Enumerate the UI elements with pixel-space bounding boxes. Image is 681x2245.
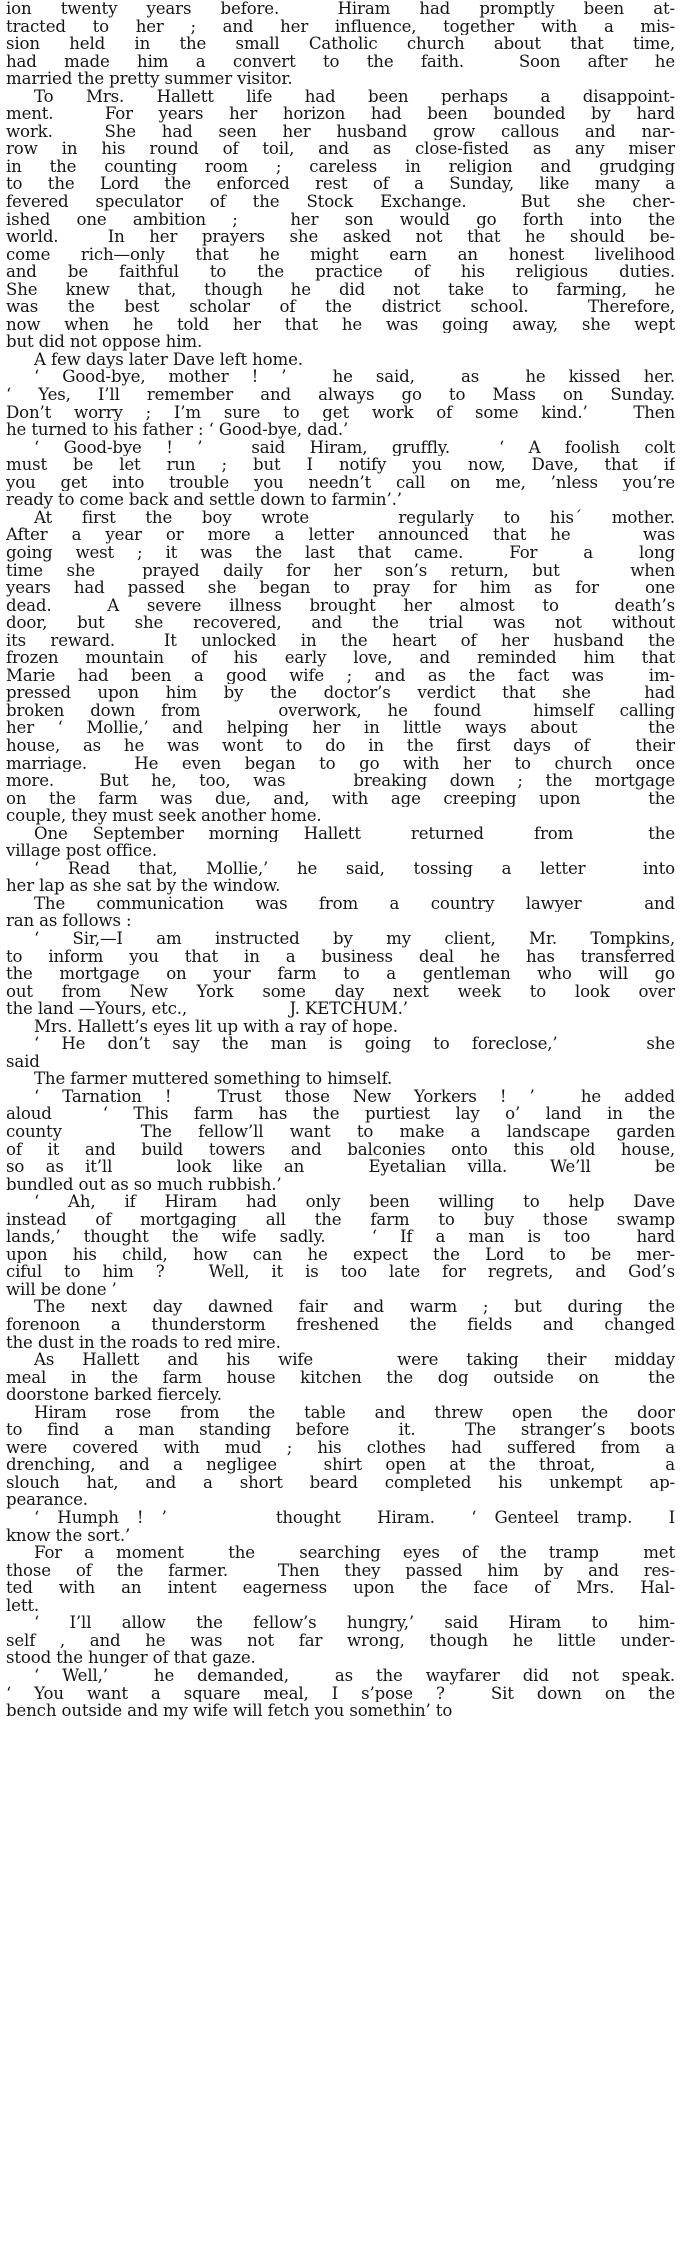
text-line: One September morning Hallett returned from the	[34, 824, 675, 843]
text-line: ‘ Good-bye ! ’ said Hiram, gruffly. ‘ A foolish colt	[34, 438, 675, 457]
text-line: fevered speculator of the Stock Exchange. But she cher-	[6, 193, 675, 211]
text-line: As Hallett and his wife were taking their midday	[34, 1351, 675, 1369]
text-line: you get into trouble you needn’t call on me, ’nless you’re	[6, 473, 675, 492]
text-line: know the sort.’	[6, 1526, 131, 1545]
text-line: work. She had seen her husband grow callous and nar-	[6, 122, 675, 141]
text-line: ready to come back and settle down to farmin’.’	[6, 491, 402, 509]
text-line: her lap as she sat by the window.	[6, 877, 281, 895]
article-paragraph	[6, 1351, 675, 1404]
text-line: the mortgage on your farm to a gentleman who will go	[6, 965, 675, 983]
text-line: The next day dawned fair and warm ; but during the	[34, 1298, 675, 1317]
article-paragraph	[6, 1667, 675, 1720]
text-line: to the Lord the enforced rest of a Sunday, like many a	[6, 175, 675, 194]
text-line: To Mrs. Hallett life had been perhaps a disappoint-	[34, 87, 675, 106]
text-line: ‘ Read that, Mollie,’ he said, tossing a letter into	[34, 859, 675, 878]
text-line: door, but she recovered, and the trial was not without	[6, 614, 675, 632]
text-line: aloud ‘ This farm has the purtiest lay o’ land in the	[6, 1105, 675, 1123]
article-paragraph	[6, 1070, 675, 1088]
text-line: on the farm was due, and, with age creeping upon the	[6, 789, 675, 808]
article-paragraph	[6, 860, 675, 895]
text-line: ‘ Good-bye, mother ! ’ he said, as he kissed her.	[34, 368, 675, 387]
text-line: ion twenty years before. Hiram had promptly been at-	[6, 0, 675, 18]
text-line: ‘ Tarnation ! Trust those New Yorkers ! ’ he added	[34, 1087, 675, 1106]
text-line: the dust in the roads to red mire.	[6, 1333, 281, 1352]
text-line: of it and build towers and balconies onto this old house,	[6, 1140, 675, 1159]
text-line: couple, they must seek another home.	[6, 807, 322, 825]
text-line: going west ; it was the last that came. For a long	[6, 543, 675, 562]
article-paragraph	[6, 368, 675, 438]
text-line: The farmer muttered something to himself.	[34, 1070, 393, 1088]
text-line: was the best scholar of the district school. Therefore,	[6, 298, 675, 316]
text-line: drenching, and a negligee shirt open at the throat, a	[6, 1456, 675, 1474]
text-line: ‘ Humph ! ’ thought Hiram. ‘ Genteel tramp. I	[34, 1509, 675, 1527]
text-line: so as it’ll look like an Eyetalian villa. We’ll be	[6, 1158, 675, 1176]
text-line: time she prayed daily for her son’s return, but when	[6, 561, 675, 580]
text-line: bundled out as so much rubbish.’	[6, 1175, 282, 1194]
article-paragraph	[6, 1193, 675, 1298]
article-paragraph	[6, 895, 675, 930]
text-line: to find a man standing before it. The stranger’s boots	[6, 1421, 675, 1439]
text-line: stood the hunger of that gaze.	[6, 1649, 256, 1667]
article-paragraph	[6, 1544, 675, 1614]
text-line: broken down from overwork, he found himself calling	[6, 701, 675, 720]
text-line: said	[6, 1052, 40, 1071]
text-line: years had passed she began to pray for him as for one	[6, 579, 675, 597]
article-paragraph	[6, 930, 675, 1018]
text-line: her ‘ Mollie,’ and helping her in little ways about the	[6, 719, 675, 737]
text-line: ‘ Sir,—I am instructed by my client, Mr. Tompkins,	[34, 929, 675, 948]
text-line: ment. For years her horizon had been bounded by hard	[6, 105, 675, 123]
text-line: in the counting room ; careless in religion and grudging	[6, 157, 675, 176]
article-paragraph	[6, 0, 675, 88]
text-line: bench outside and my wife will fetch you somethin’ to	[6, 1702, 453, 1720]
text-line: were covered with mud ; his clothes had suffered from a	[6, 1438, 675, 1457]
text-line: doorstone barked fiercely.	[6, 1386, 222, 1404]
text-line: the land —Yours, etc., J. KETCHUM.’	[6, 1000, 408, 1018]
text-line: more. But he, too, was breaking down ; the mortgage	[6, 772, 675, 790]
article-paragraph	[6, 1404, 675, 1509]
text-line: self , and he was not far wrong, though he little under-	[6, 1631, 675, 1650]
text-line: pearance.	[6, 1491, 88, 1510]
article-paragraph	[6, 1018, 675, 1036]
text-line: sion held in the small Catholic church about that time,	[6, 35, 675, 53]
text-line: marriage. He even began to go with her to church once	[6, 754, 675, 773]
text-line: world. In her prayers she asked not that he should be-	[6, 228, 675, 246]
text-line: its reward. It unlocked in the heart of her husband the	[6, 631, 675, 650]
text-line: ‘ I’ll allow the fellow’s hungry,’ said Hiram to him-	[34, 1614, 675, 1632]
text-line: upon his child, how can he expect the Lord to be mer-	[6, 1245, 675, 1264]
text-line: ciful to him ? Well, it is too late for regrets, and God’s	[6, 1263, 675, 1281]
text-line: pressed upon him by the doctor’s verdict that she had	[6, 684, 675, 702]
text-line: ‘ You want a square meal, I s’pose ? Sit down on the	[6, 1684, 675, 1703]
text-line: Hiram rose from the table and threw open the door	[34, 1403, 675, 1422]
text-line: After a year or more a letter announced that he was	[6, 526, 675, 544]
text-line: to inform you that in a business deal he has transferred	[6, 947, 675, 966]
text-line: Don’t worry ; I’m sure to get work of some kind.’ Then	[6, 403, 675, 422]
article-paragraph	[6, 88, 675, 351]
text-line: For a moment the searching eyes of the tramp met	[34, 1544, 675, 1562]
text-line: out from New York some day next week to look over	[6, 982, 675, 1001]
text-line: frozen mountain of his early love, and reminded him that	[6, 649, 675, 667]
text-line: he turned to his father : ‘ Good-bye, dad.’	[6, 421, 349, 439]
article-paragraph	[6, 1614, 675, 1667]
text-line: will be done ’	[6, 1280, 117, 1299]
article-paragraph	[6, 825, 675, 860]
text-line: village post office.	[6, 842, 157, 860]
text-line: lands,’ thought the wife sadly. ‘ If a man is too hard	[6, 1228, 675, 1246]
text-line: forenoon a thunderstorm freshened the fields and changed	[6, 1316, 675, 1334]
text-line: meal in the farm house kitchen the dog outside on the	[6, 1368, 675, 1387]
text-line: lett.	[6, 1596, 39, 1615]
text-line: ‘ Yes, I’ll remember and always go to Mass on Sunday.	[6, 386, 675, 404]
text-line: Mrs. Hallett’s eyes lit up with a ray of hope.	[34, 1017, 398, 1036]
text-line: county The fellow’ll want to make a landscape garden	[6, 1123, 675, 1141]
text-line: those of the farmer. Then they passed him by and res-	[6, 1561, 675, 1580]
text-line: ished one ambition ; her son would go forth into the	[6, 210, 675, 229]
text-line: slouch hat, and a short beard completed his unkempt ap-	[6, 1473, 675, 1492]
text-line: but did not oppose him.	[6, 333, 203, 351]
text-line: instead of mortgaging all the farm to buy those swamp	[6, 1210, 675, 1229]
text-line: Marie had been a good wife ; and as the fact was im-	[6, 666, 675, 685]
article-paragraph	[6, 1088, 675, 1193]
text-line: dead. A severe illness brought her almost to death’s	[6, 596, 675, 615]
text-line: ran as follows :	[6, 912, 132, 930]
text-line: tracted to her ; and her influence, together with a mis-	[6, 17, 675, 36]
text-line: ted with an intent eagerness upon the face of Mrs. Hal-	[6, 1579, 675, 1597]
text-line: At first the boy wrote regularly to his´ mother.	[34, 508, 675, 527]
text-line: The communication was from a country lawyer and	[34, 894, 675, 913]
article-paragraph	[6, 509, 675, 825]
text-line: had made him a convert to the faith. Soon after he	[6, 52, 675, 71]
article-paragraph	[6, 1298, 675, 1351]
text-line: house, as he was wont to do in the first days of their	[6, 736, 675, 755]
text-line: A few days later Dave left home.	[34, 350, 303, 369]
text-line: She knew that, though he did not take to farming, he	[6, 280, 675, 299]
text-line: must be let run ; but I notify you now, Dave, that if	[6, 456, 675, 474]
article-paragraph	[6, 1035, 675, 1070]
article-paragraph	[6, 351, 675, 369]
article-paragraph	[6, 439, 675, 509]
text-line: ‘ Ah, if Hiram had only been willing to help Dave	[34, 1193, 675, 1211]
text-line: and be faithful to the practice of his religious duties.	[6, 263, 675, 281]
text-line: ‘ He don’t say the man is going to foreclose,’ she	[34, 1035, 675, 1053]
text-line: married the pretty summer visitor.	[6, 70, 293, 88]
text-line: come rich—only that he might earn an honest livelihood	[6, 245, 675, 264]
article-paragraph	[6, 1509, 675, 1544]
text-line: ‘ Well,’ he demanded, as the wayfarer did not speak.	[34, 1666, 675, 1685]
text-line: row in his round of toil, and as close-fisted as any miser	[6, 140, 675, 158]
text-line: now when he told her that he was going away, she wept	[6, 315, 675, 334]
